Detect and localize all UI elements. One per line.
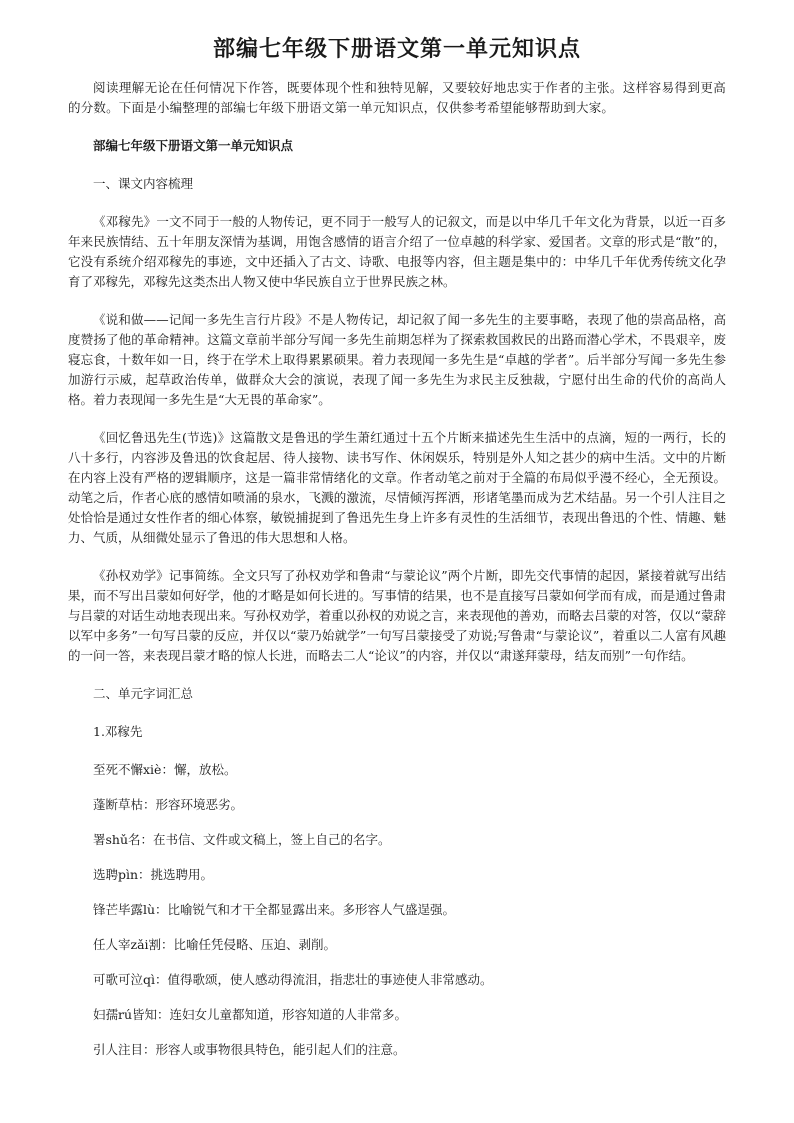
paragraph-shuo-he-zuo: 《说和做——记闻一多先生言行片段》不是人物传记，却记叙了闻一多先生的主要事略，表现了他的崇高品格，高度赞扬了他的革命精神。这篇文章前半部分写闻一多先生前期怎样为了探索救国救民的出路而潜心学术，不畏艰辛，废寝忘食，十数年如一日，终于在学术上取得累累硕果。着力表现闻一多先生是“卓越的学者”。后半部分写闻一多先生参加游行示威，起草政治传单，做群众大会的演说，表现了闻一多先生为求民主反独裁，宁愿付出生命的代价的高尚人格。着力表现闻一多先生是“大无畏的革命家”。 — [68, 312, 726, 407]
document-body — [68, 78, 726, 1075]
vocab-item: 任人宰zǎi割：比喻任凭侵略、压迫、剥削。 — [93, 937, 337, 952]
vocab-item: 引人注目：形容人或事物很具特色，能引起人们的注意。 — [93, 1042, 406, 1057]
vocab-item: 蓬断草枯：形容环境恶劣。 — [93, 797, 244, 812]
vocab-item: 妇孺rú皆知：连妇女儿童都知道，形容知道的人非常多。 — [93, 1007, 408, 1022]
vocab-item: 选聘pìn：挑选聘用。 — [93, 867, 214, 882]
section1-heading: 一、课文内容梳理 — [93, 176, 194, 191]
paragraph-deng-jiaxian: 《邓稼先》一文不同于一般的人物传记，更不同于一般写人的记叙文，而是以中华几千年文化为背景，以近一百多年来民族情结、五十年朋友深情为基调，用饱含感情的语言介绍了一位卓越的科学家、爱国者。文章的形式是“散”的，它没有系统介绍邓稼先的事迹，文中还插入了古文、诗歌、电报等内容，但主题是集中的：中华几千年优秀传统文化孕育了邓稼先，邓稼先这类杰出人物又使中华民族自立于世界民族之林。 — [68, 214, 726, 289]
intro-paragraph: 阅读理解无论在任何情况下作答，既要体现个性和独特见解，又要较好地忠实于作者的主张。这样容易得到更高的分数。下面是小编整理的部编七年级下册语文第一单元知识点，仅供参考希望能够帮助到大家。 — [68, 80, 726, 115]
section2-sub-heading: 1.邓稼先 — [93, 724, 143, 739]
paragraph-sun-quan: 《孙权劝学》记事简练。全文只写了孙权劝学和鲁肃“与蒙论议”两个片断，即先交代事情的起因，紧接着就写出结果，而不写出吕蒙如何好学，他的才略是如何长进的。写事情的结果，也不是直接写吕蒙如何学而有成，而是通过鲁肃与吕蒙的对话生动地表现出来。写孙权劝学，着重以孙权的劝说之言，来表现他的善劝，而略去吕蒙的对答，仅以“蒙辞以军中多务”一句写吕蒙的反应，并仅以“蒙乃始就学”一句写吕蒙接受了劝说;写鲁肃“与蒙论议”，着重以二人富有风趣的一问一答，来表现吕蒙才略的惊人长进，而略去二人“论议”的内容，并仅以“肃遂拜蒙母，结友而别”一句作结。 — [68, 568, 726, 663]
vocab-item: 可歌可泣qì：值得歌颂，使人感动得流泪，指悲壮的事迹使人非常感动。 — [93, 972, 493, 987]
vocab-item: 锋芒毕露lù：比喻锐气和才干全都显露出来。多形容人气盛逞强。 — [93, 902, 456, 917]
paragraph-lu-xun: 《回忆鲁迅先生(节选)》这篇散文是鲁迅的学生萧红通过十五个片断来描述先生生活中的点滴，短的一两行，长的八十多行，内容涉及鲁迅的饮食起居、待人接物、读书写作、休闲娱乐，特别是外人知之甚少的病中生活。文中的片断在内容上没有严格的逻辑顺序，这是一篇非常情绪化的文章。作者动笔之前对于全篇的布局似乎漫不经心，全无预设。动笔之后，作者心底的感情如喷涌的泉水，飞溅的激流，尽情倾泻挥洒，形诸笔墨而成为艺术结晶。另一个引人注目之处恰恰是通过女性作者的细心体察，敏锐捕捉到了鲁迅先生身上许多有灵性的生活细节，表现出鲁迅的个性、情趣、魅力、气质，从细微处显示了鲁迅的伟大思想和人格。 — [68, 430, 726, 545]
section-subtitle: 部编七年级下册语文第一单元知识点 — [93, 138, 294, 153]
vocab-item: 署shǔ名：在书信、文件或文稿上，签上自己的名字。 — [93, 832, 391, 847]
section2-heading: 二、单元字词汇总 — [93, 686, 194, 701]
page-title: 部编七年级下册语文第一单元知识点 — [212, 37, 581, 62]
vocab-item: 至死不懈xiè：懈，放松。 — [93, 762, 237, 777]
